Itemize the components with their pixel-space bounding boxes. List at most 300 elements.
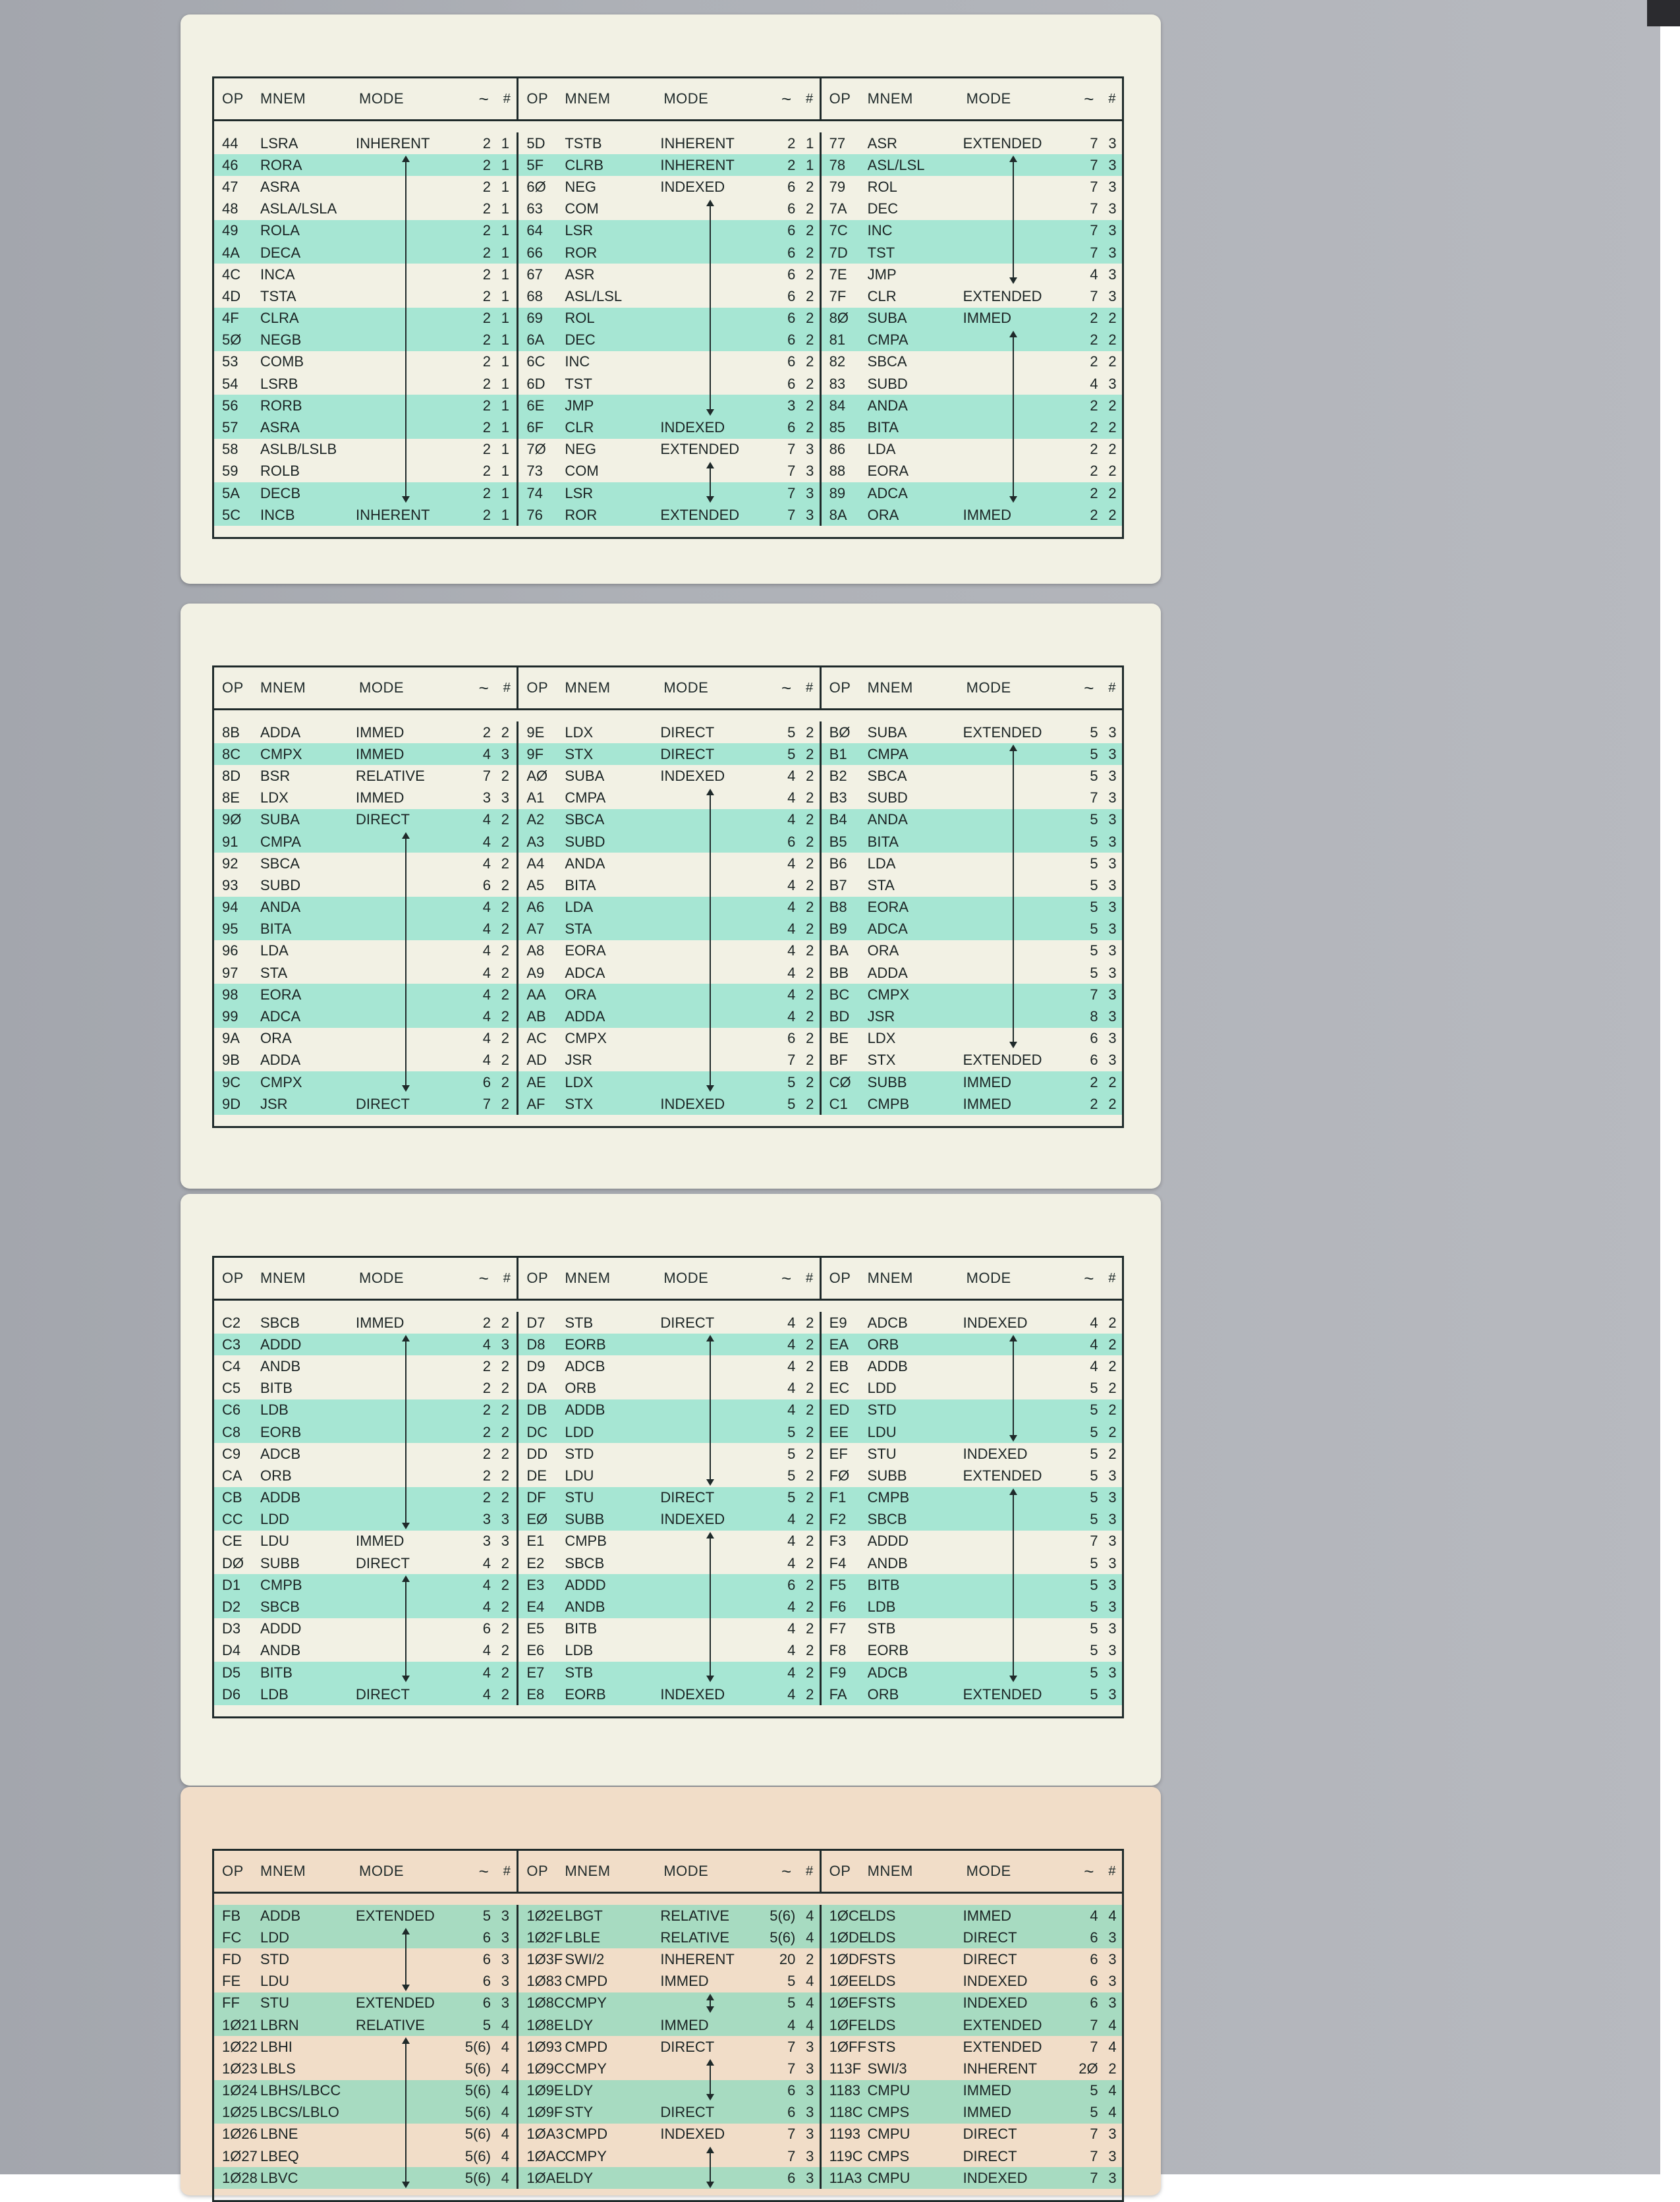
table-row [214,1662,517,1683]
table-row [214,743,517,765]
bytes-cell: 2 [1108,331,1117,349]
opcode-cell: 1193 [829,2126,860,2143]
mnemonic-cell: STB [565,1664,594,1681]
cycles-cell: 4 [787,1401,796,1419]
mnemonic-cell: LDD [260,1511,290,1528]
mode-cell: EXTENDED [660,506,740,523]
bytes-cell: 3 [501,789,509,806]
mode-range-arrow [405,2039,406,2186]
cycles-cell: 2Ø [1078,2060,1098,2077]
cycles-cell: 5 [1090,2082,1098,2099]
mnemonic-cell: STS [867,1950,896,1967]
header-mode: MODE [359,1863,404,1879]
mnemonic-cell: LBEQ [260,2147,299,2164]
table-row [214,831,517,853]
mnemonic-cell: ADCB [867,1664,908,1681]
cycles-cell: 5(6) [464,2082,491,2099]
bytes-cell: 4 [501,2060,509,2077]
table-row [214,439,517,461]
cycles-cell: 6 [787,178,796,195]
cycles-cell: 4 [482,920,491,938]
mnemonic-cell: ORB [867,1336,899,1353]
reference-card [181,1194,1161,1786]
mnemonic-cell: SUBB [867,1467,907,1484]
bytes-cell: 2 [806,1030,814,1047]
opcode-cell: FØ [829,1467,850,1484]
cycles-cell: 8 [1090,1008,1098,1025]
bytes-cell: 2 [806,1401,814,1419]
opcode-cell: 1Ø22 [222,2038,258,2055]
header-mode: MODE [359,90,404,107]
bytes-cell: 2 [806,789,814,806]
mnemonic-cell: STD [867,1401,897,1419]
mode-cell: IMMED [356,723,405,741]
table-row [214,1421,517,1443]
cycles-cell: 2 [1090,310,1098,327]
cycles-cell: 7 [482,767,491,784]
table-row [518,132,819,154]
mnemonic-cell: ADCA [867,484,908,501]
cycles-cell: 7 [787,1052,796,1069]
header-bytes: # [806,1863,814,1878]
opcode-cell: 1ØDE [829,1929,869,1946]
table-row [214,264,517,285]
mnemonic-cell: LDY [565,2082,594,2099]
mode-cell: IMMED [963,506,1011,523]
bytes-cell: 3 [806,2104,814,2121]
opcode-cell: 7C [829,222,848,239]
cycles-cell: 5 [1090,1576,1098,1593]
table-row [518,962,819,984]
cycles-cell: 5(6) [770,1929,796,1946]
mnemonic-cell: ORB [260,1467,292,1484]
mnemonic-cell: CMPA [867,331,909,349]
bytes-cell: 3 [1108,1929,1117,1946]
bytes-cell: 2 [501,1095,509,1112]
mode-cell: INDEXED [963,2169,1028,2186]
opcode-cell: 49 [222,222,238,239]
mnemonic-cell: ROR [565,244,598,261]
bytes-cell: 3 [1108,789,1117,806]
opcode-cell: D3 [222,1620,241,1637]
cycles-cell: 2 [482,375,491,392]
mnemonic-cell: CMPD [565,1973,608,1990]
header-op: OP [526,90,549,107]
mnemonic-cell: LDD [867,1380,897,1397]
table-row [822,1640,1122,1662]
opcode-cell: FE [222,1973,241,1990]
opcode-cell: DA [526,1380,547,1397]
cycles-cell: 5 [1090,1664,1098,1681]
opcode-cell: 9A [222,1030,240,1047]
bytes-cell: 2 [806,1511,814,1528]
table-row [822,897,1122,918]
mnemonic-cell: LBRN [260,2016,299,2033]
table-row [822,2124,1122,2145]
cycles-cell: 6 [1090,1994,1098,2012]
table-row [518,918,819,940]
mode-cell: EXTENDED [660,441,740,458]
opcode-column [820,721,1122,1115]
cycles-cell: 2 [482,1445,491,1462]
opcode-cell: B8 [829,899,847,916]
header-op: OP [222,679,244,696]
opcode-cell: 77 [829,134,846,152]
opcode-cell: 85 [829,419,846,436]
table-row [518,285,819,307]
cycles-cell: 4 [482,1664,491,1681]
opcode-cell: 7Ø [526,441,546,458]
header-cycles: ~ [1084,1861,1094,1881]
mode-cell: EXTENDED [963,2038,1042,2055]
table-row [214,765,517,787]
table-row [214,1334,517,1355]
opcode-cell: 1Ø24 [222,2082,258,2099]
cycles-cell: 5 [787,1467,796,1484]
table-row [214,1905,517,1927]
bytes-cell: 3 [1108,287,1117,304]
cycles-cell: 7 [1090,287,1098,304]
table-row [214,285,517,307]
bytes-cell: 2 [501,1620,509,1637]
cycles-cell: 5 [787,1095,796,1112]
mnemonic-cell: LDB [260,1401,289,1419]
table-row [214,373,517,395]
mode-cell: DIRECT [963,1929,1017,1946]
mode-cell: IMMED [356,1314,405,1331]
bytes-cell: 2 [501,964,509,981]
opcode-cell: E1 [526,1533,545,1550]
bytes-cell: 1 [806,134,814,152]
header-mode: MODE [663,1270,709,1286]
table-row [518,1487,819,1509]
cycles-cell: 6 [482,1950,491,1967]
bytes-cell: 2 [806,1423,814,1440]
mnemonic-cell: ANDA [867,811,908,828]
cycles-cell: 2 [482,222,491,239]
opcode-cell: AA [526,986,546,1003]
bytes-cell: 2 [806,222,814,239]
opcode-cell: F9 [829,1664,847,1681]
mnemonic-cell: LDS [867,1973,896,1990]
header-cycles: ~ [781,1268,792,1288]
bytes-cell: 3 [501,1533,509,1550]
opcode-cell: 64 [526,222,543,239]
cycles-cell: 2 [1090,506,1098,523]
cycles-cell: 2 [482,1401,491,1419]
header-cycles: ~ [1084,1268,1094,1288]
bytes-cell: 3 [806,2060,814,2077]
table-row [822,2058,1122,2079]
cycles-cell: 6 [482,1973,491,1990]
mnemonic-cell: LDX [867,1030,896,1047]
mnemonic-cell: ROL [867,178,897,195]
bytes-cell: 2 [806,1336,814,1353]
opcode-cell: CA [222,1467,242,1484]
opcode-cell: 94 [222,899,238,916]
cycles-cell: 5 [1090,1423,1098,1440]
opcode-cell: F7 [829,1620,847,1637]
opcode-cell: 53 [222,353,238,370]
table-row [518,1334,819,1355]
opcode-cell: D5 [222,1664,241,1681]
mnemonic-cell: ADCA [867,920,908,938]
bytes-cell: 2 [501,833,509,850]
mode-cell: EXTENDED [963,723,1042,741]
mnemonic-cell: TSTA [260,287,296,304]
bytes-cell: 3 [1108,222,1117,239]
cycles-cell: 7 [1090,2038,1098,2055]
cycles-cell: 4 [787,1664,796,1681]
mnemonic-cell: ROLA [260,222,300,239]
mnemonic-cell: JMP [867,266,897,283]
mnemonic-cell: SUBD [260,876,301,893]
bytes-cell: 1 [501,484,509,501]
table-row [518,1355,819,1377]
table-row [214,721,517,743]
bytes-cell: 3 [501,1511,509,1528]
opcode-cell: EB [829,1357,849,1374]
table-row [822,220,1122,242]
table-row [214,1487,517,1509]
mnemonic-cell: ANDB [260,1642,301,1659]
mode-cell: IMMED [356,745,405,762]
header-bytes: # [503,1270,511,1285]
bytes-cell: 3 [1108,1598,1117,1616]
mnemonic-cell: EORB [565,1685,606,1703]
table-row [822,962,1122,984]
header-mode: MODE [966,90,1011,107]
bytes-cell: 1 [501,397,509,414]
bytes-cell: 4 [806,1929,814,1946]
opcode-cell: EF [829,1445,848,1462]
opcode-cell: 6C [526,353,546,370]
mode-cell: EXTENDED [963,134,1042,152]
cycles-cell: 4 [787,789,796,806]
mnemonic-cell: CMPD [565,2038,608,2055]
opcode-cell: BØ [829,723,851,741]
mode-range-arrow [710,1336,711,1484]
bytes-cell: 3 [1108,1642,1117,1659]
bytes-cell: 2 [806,200,814,217]
table-row [214,2124,517,2145]
header-bytes: # [806,1270,814,1285]
bytes-cell: 1 [501,244,509,261]
cycles-cell: 2 [482,1314,491,1331]
table-row [518,1509,819,1531]
cycles-cell: 6 [787,353,796,370]
mode-cell: INHERENT [660,134,735,152]
bytes-cell: 3 [501,745,509,762]
header-cycles: ~ [478,1861,490,1881]
mnemonic-cell: ADDA [867,964,908,981]
bytes-cell: 3 [1108,920,1117,938]
cycles-cell: 2 [482,441,491,458]
bytes-cell: 3 [1108,178,1117,195]
cycles-cell: 6 [787,2104,796,2121]
cycles-cell: 4 [482,1052,491,1069]
mode-cell: DIRECT [356,1685,410,1703]
mnemonic-cell: RORB [260,397,302,414]
table-row [518,984,819,1005]
mnemonic-cell: CMPB [260,1576,302,1593]
cycles-cell: 4 [482,1030,491,1047]
bytes-cell: 2 [806,419,814,436]
bytes-cell: 3 [1108,964,1117,981]
table-row [822,1662,1122,1683]
mode-cell: INHERENT [356,506,430,523]
opcode-table [212,665,1124,1128]
mnemonic-cell: LDU [260,1973,290,1990]
opcode-cell: 1Ø28 [222,2169,258,2186]
mnemonic-cell: ADDB [867,1357,908,1374]
table-row [822,1443,1122,1465]
opcode-cell: BA [829,942,849,959]
table-row [822,2145,1122,2167]
table-row [214,154,517,176]
bytes-cell: 1 [501,178,509,195]
bytes-cell: 3 [1108,1511,1117,1528]
opcode-cell: 8Ø [829,310,849,327]
bytes-cell: 3 [1108,1973,1117,1990]
cycles-cell: 5 [1090,1445,1098,1462]
mnemonic-cell: INC [565,353,590,370]
mode-range-arrow [405,833,406,1090]
table-row [518,1399,819,1421]
mnemonic-cell: TSTB [565,134,602,152]
cycles-cell: 6 [787,2169,796,2186]
mode-cell: RELATIVE [356,767,425,784]
opcode-cell: 1Ø9F [526,2104,563,2121]
opcode-cell: 97 [222,964,238,981]
table-row [518,176,819,198]
table-body [214,710,1122,1126]
opcode-cell: BF [829,1052,848,1069]
opcode-cell: 1ØFE [829,2016,868,2033]
mnemonic-cell: BITA [565,876,596,893]
opcode-cell: BC [829,986,850,1003]
bytes-cell: 2 [501,855,509,872]
bytes-cell: 2 [1108,2060,1117,2077]
mode-range-arrow [1013,157,1014,283]
table-row [822,765,1122,787]
table-body [214,121,1122,537]
cycles-cell: 5 [1090,723,1098,741]
mnemonic-cell: SWI/2 [565,1950,605,1967]
bytes-cell: 2 [806,833,814,850]
bytes-cell: 1 [501,506,509,523]
header-bytes: # [1108,91,1116,106]
cycles-cell: 4 [1090,1336,1098,1353]
table-row [214,308,517,329]
cycles-cell: 3 [482,1533,491,1550]
opcode-cell: 1Ø2E [526,1907,564,1924]
cycles-cell: 4 [787,1685,796,1703]
opcode-cell: AD [526,1052,547,1069]
opcode-cell: AØ [526,767,548,784]
table-row [822,504,1122,526]
mode-cell: IMMED [356,789,405,806]
table-row [214,984,517,1005]
header-bytes: # [806,680,814,695]
cycles-cell: 2 [482,200,491,217]
opcode-cell: E2 [526,1554,545,1571]
opcode-cell: 95 [222,920,238,938]
bytes-cell: 2 [501,1489,509,1506]
mode-cell: DIRECT [963,2147,1017,2164]
opcode-column [214,1905,517,2189]
mode-cell: EXTENDED [356,1994,435,2012]
table-row [822,831,1122,853]
bytes-cell: 2 [1108,419,1117,436]
mode-cell: IMMED [660,2016,709,2033]
bytes-cell: 2 [501,1401,509,1419]
mnemonic-cell: ASR [867,134,897,152]
opcode-cell: 98 [222,986,238,1003]
bytes-cell: 3 [1108,811,1117,828]
opcode-cell: 4F [222,310,239,327]
cycles-cell: 7 [1090,789,1098,806]
table-row [214,482,517,504]
table-row [822,874,1122,896]
mnemonic-cell: EORA [867,899,909,916]
cycles-cell: 5(6) [464,2038,491,2055]
bytes-cell: 2 [1108,1380,1117,1397]
table-row [822,1465,1122,1486]
opcode-cell: D6 [222,1685,241,1703]
mnemonic-cell: LDS [867,2016,896,2033]
opcode-cell: 84 [829,397,846,414]
mnemonic-cell: BITB [260,1380,293,1397]
header-group [517,78,819,119]
header-mnem: MNEM [565,679,611,696]
bytes-cell: 2 [806,1380,814,1397]
mnemonic-cell: EORA [260,986,302,1003]
cycles-cell: 7 [1090,986,1098,1003]
mnemonic-cell: CMPX [565,1030,607,1047]
mode-cell: EXTENDED [963,2016,1042,2033]
mode-cell: IMMED [963,1073,1011,1090]
bytes-cell: 2 [501,1052,509,1069]
mode-cell: RELATIVE [660,1907,730,1924]
opcode-cell: B1 [829,745,847,762]
mode-cell: EXTENDED [963,1467,1042,1484]
mode-cell: RELATIVE [356,2016,425,2033]
cycles-cell: 4 [787,964,796,981]
opcode-cell: 1Ø93 [526,2038,563,2055]
opcode-cell: 9F [526,745,544,762]
bytes-cell: 3 [1108,266,1117,283]
table-row [214,220,517,242]
mnemonic-cell: BITB [565,1620,598,1637]
mode-cell: DIRECT [660,1314,715,1331]
mnemonic-cell: DECB [260,484,301,501]
mode-cell: INDEXED [660,419,725,436]
cycles-cell: 5 [1090,942,1098,959]
mnemonic-cell: CMPA [260,833,301,850]
cycles-cell: 4 [482,1642,491,1659]
bytes-cell: 2 [501,1030,509,1047]
mode-cell: DIRECT [660,723,715,741]
bytes-cell: 2 [1108,441,1117,458]
mnemonic-cell: LBGT [565,1907,603,1924]
mnemonic-cell: LSRA [260,134,298,152]
header-mnem: MNEM [867,679,913,696]
mnemonic-cell: STA [867,876,895,893]
opcode-cell: 1ØEF [829,1994,868,2012]
opcode-cell: 1Ø25 [222,2104,258,2121]
mode-cell: EXTENDED [963,1052,1042,1069]
